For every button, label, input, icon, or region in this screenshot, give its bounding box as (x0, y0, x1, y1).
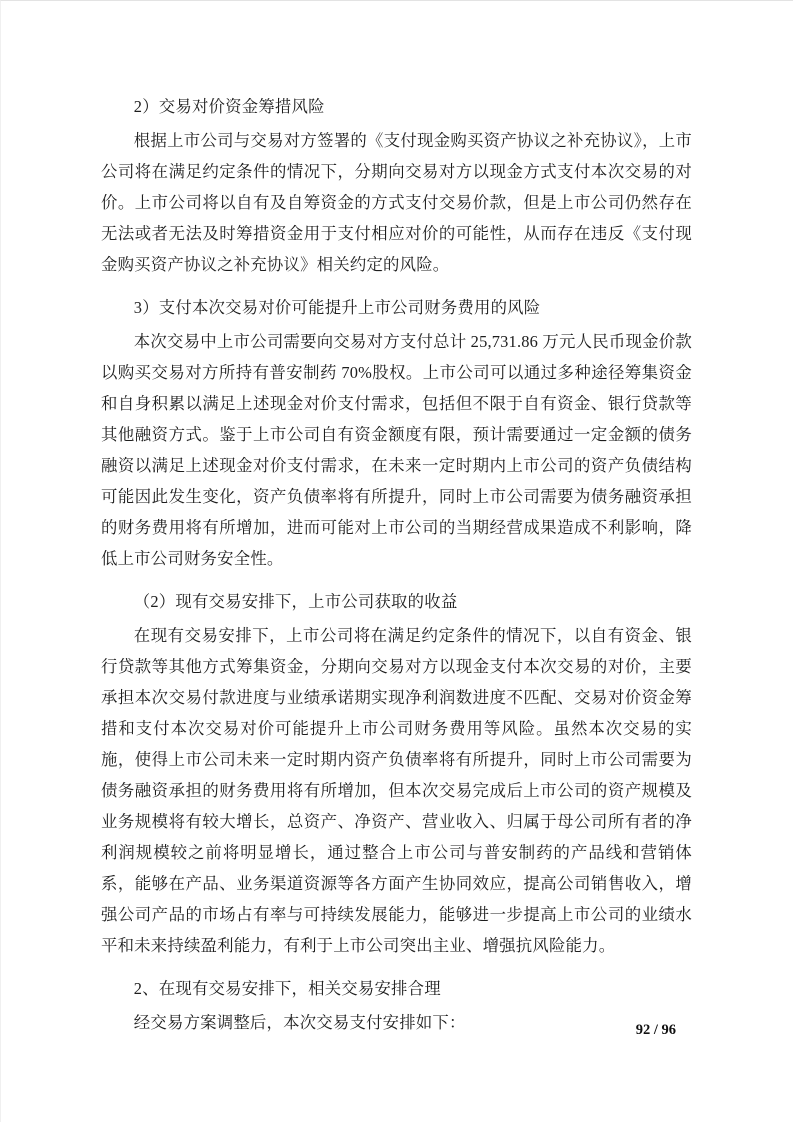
section-heading-arrangement-reasonable: 2、在现有交易安排下，相关交易安排合理 (133, 979, 441, 998)
page-number: 92 / 96 (635, 1022, 676, 1038)
paragraph-payment-arrangement-intro: 经交易方案调整后，本次交易支付安排如下： (133, 1013, 466, 1032)
paragraph-funding-risk: 根据上市公司与交易对方签署的《支付现金购买资产协议之补充协议》，上市公司将在满足约定条件的情况下，分期向交易对方以现金方式支付本次交易的对价。上市公司将以自有及自筹资金的方式支付交易价款，但是上市公司仍然存在无法或者无法及时筹措资金用于支付相应对价的可能性，从而存在违反《支付现金购买资产协议之补充协议》相关约定的风险。 (101, 131, 692, 274)
document-body (1, 1, 793, 1038)
section-heading-funding-risk: 2）交易对价资金筹措风险 (133, 97, 325, 116)
section-heading-finance-cost-risk: 3）支付本次交易对价可能提升上市公司财务费用的风险 (133, 298, 541, 317)
section-heading-benefits: （2）现有交易安排下，上市公司获取的收益 (133, 592, 458, 611)
paragraph-benefits: 在现有交易安排下，上市公司将在满足约定条件的情况下，以自有资金、银行贷款等其他方式筹集资金，分期向交易对方以现金支付本次交易的对价，主要承担本次交易付款进度与业绩承诺期实现净利润数进度不匹配、交易对价资金筹措和支付本次交易对价可能提升上市公司财务费用等风险。虽然本次交易的实施，使得上市公司未来一定时期内资产负债率将有所提升，同时上市公司需要为债务融资承担的财务费用将有所增加，但本次交易完成后上市公司的资产规模及业务规模将有较大增长，总资产、净资产、营业收入、归属于母公司所有者的净利润规模较之前将明显增长，通过整合上市公司与普安制药的产品线和营销体系，能够在产品、业务渠道资源等各方面产生协同效应，提高公司销售收入，增强公司产品的市场占有率与可持续发展能力，能够进一步提高上市公司的业绩水平和未来持续盈利能力，有利于上市公司突出主业、增强抗风险能力。 (101, 626, 692, 955)
paragraph-finance-cost-risk: 本次交易中上市公司需要向交易对方支付总计 25,731.86 万元人民币现金价款以购买交易对方所持有普安制药 70%股权。上市公司可以通过多种途径筹集资金和自身积累以满足上述现金对价支付需求，包括但不限于自有资金、银行贷款等其他融资方式。鉴于上市公司自有资金额度有限，预计需要通过一定金额的债务融资以满足上述现金对价支付需求，在未来一定时期内上市公司的资产负债结构可能因此发生变化，资产负债率将有所提升，同时上市公司需要为债务融资承担的财务费用将有所增加，进而可能对上市公司的当期经营成果造成不利影响，降低上市公司财务安全性。 (101, 332, 692, 568)
